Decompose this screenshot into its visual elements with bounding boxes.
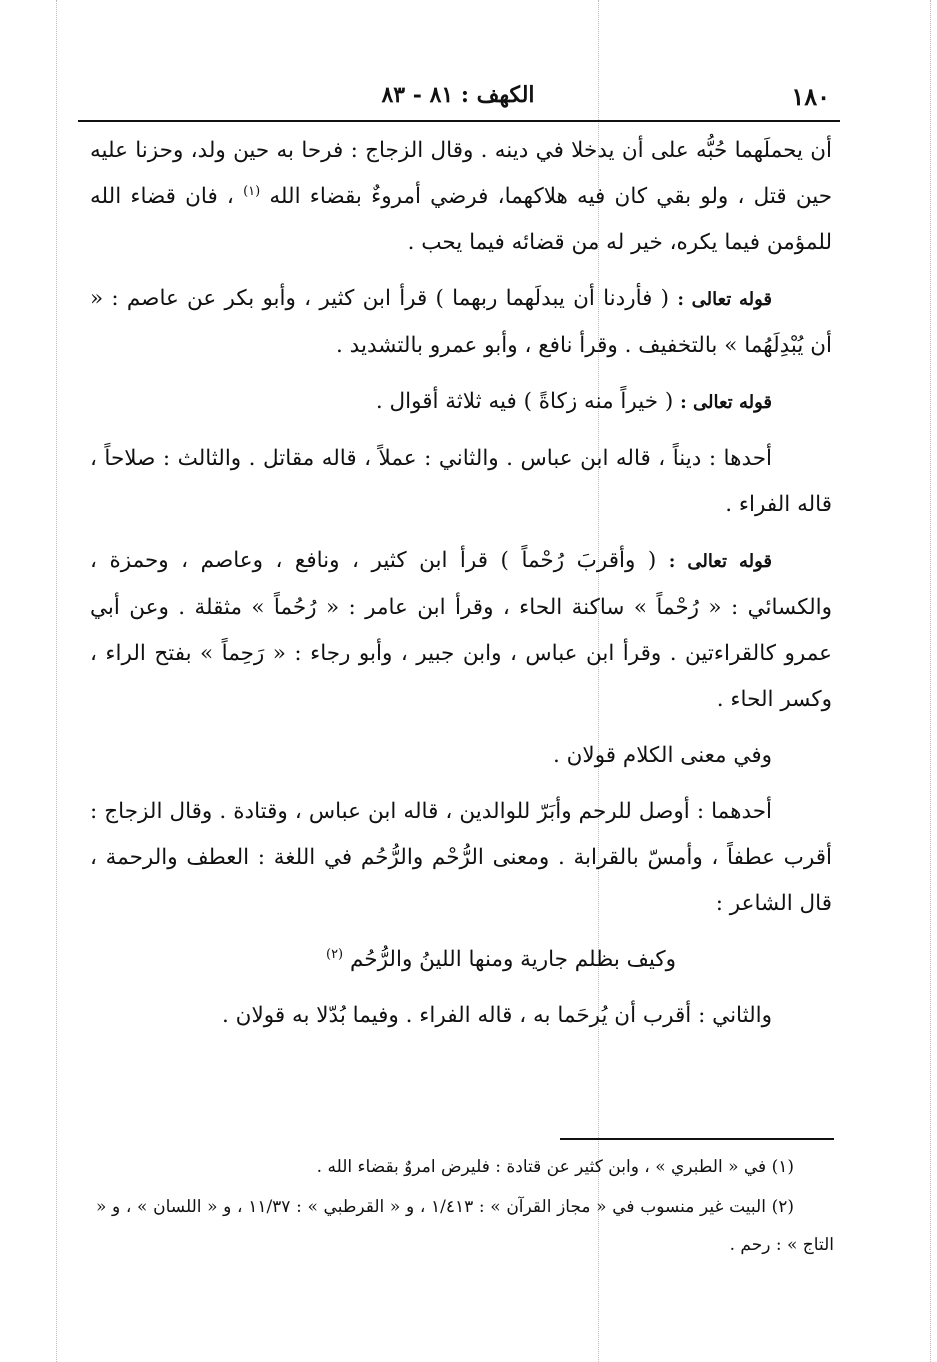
running-title: الكهف : ٨١ - ٨٣ xyxy=(381,82,535,108)
footnotes xyxy=(96,1148,834,1266)
scan-guide-line xyxy=(56,0,57,1362)
footnote: (٢) البيت غير منسوب في « مجاز القرآن » : ١/٤١٣ ، و « القرطبي » : ١١/٣٧ ، و « اللسان » ، و « التاج » : رحم . xyxy=(96,1197,834,1255)
verse-text: وكيف بظلم جارية ومنها اللينُ والرُّحُم xyxy=(349,947,676,972)
verse-lead: قوله تعالى : xyxy=(680,392,772,413)
footnote: (١) في « الطبري » ، وابن كثير عن قتادة : فليرض امروٌ بقضاء الله . xyxy=(316,1157,794,1177)
paragraph-text: ( وأقربَ رُحْماً ) قرأ ابن كثير ، ونافع ، وعاصم ، وحمزة ، والكسائي : « رُحْماً » ساكنة الحاء ، وقرأ ابن عامر : « رُحُماً » مثقلة . وعن أبي عمرو كالقراءتين . وقرأ ابن عباس ، وابن جبير ، وأبو رجاء : « رَحِماً » بفتح الراء ، وكسر الحاء . xyxy=(90,548,832,712)
paragraph xyxy=(90,379,832,426)
paragraph xyxy=(90,436,832,528)
header-rule xyxy=(78,120,840,122)
paragraph xyxy=(90,538,832,723)
footnote-reference: (٢) xyxy=(325,946,344,962)
paragraph-text: ( خيراً منه زكاةً ) فيه ثلاثة أقوال . xyxy=(375,389,674,414)
paragraph xyxy=(90,276,832,369)
verse-lead: قوله تعالى : xyxy=(668,551,772,572)
footnote-rule xyxy=(560,1138,834,1140)
main-text xyxy=(90,128,832,1049)
paragraph xyxy=(90,789,832,927)
paragraph-text: والثاني : أقرب أن يُرحَما به ، قاله الفراء . وفيما بُدّلا به قولان . xyxy=(222,1003,772,1028)
verse-lead: قوله تعالى : xyxy=(677,289,773,310)
paragraph-text: ، فان قضاء الله للمؤمن فيما يكره، خير له من قضائه فيما يحب . xyxy=(90,184,832,255)
page-number: ١٨٠ xyxy=(791,82,830,111)
paragraph-text: وفي معنى الكلام قولان . xyxy=(552,743,772,768)
footnote-reference: (١) xyxy=(243,183,261,199)
page-header xyxy=(78,78,838,118)
paragraph-text: ( فأردنا أن يبدلَهما ربهما ) قرأ ابن كثير ، وأبو بكر عن عاصم : « أن يُبْدِلَهُما » بالتخفيف . وقرأ نافع ، وأبو عمرو بالتشديد . xyxy=(90,286,832,358)
paragraph-text: أن يحملَهما حُبُّه على أن يدخلا في دينه . وقال الزجاج : فرحا به حين ولد، وحزنا عليه حين قتل ، ولو بقي كان فيه هلاكهما، فرضي أمروءٌ بقضاء الله xyxy=(90,138,832,209)
poetry-verse xyxy=(90,937,832,983)
paragraph-text: أحدها : ديناً ، قاله ابن عباس . والثاني : عملاً ، قاله مقاتل . والثالث : صلاحاً ، قاله الفراء . xyxy=(90,446,832,517)
paragraph xyxy=(90,733,832,779)
paragraph-text: أحدهما : أوصل للرحم وأبَرّ للوالدين ، قاله ابن عباس ، وقتادة . وقال الزجاج : أقرب عطفاً ، وأمسّ بالقرابة . ومعنى الرُّحْم والرُّحُم في اللغة : العطف والرحمة ، قال الشاعر : xyxy=(90,799,832,916)
scan-guide-line xyxy=(930,0,931,1362)
paragraph xyxy=(90,128,832,266)
paragraph xyxy=(90,993,832,1039)
